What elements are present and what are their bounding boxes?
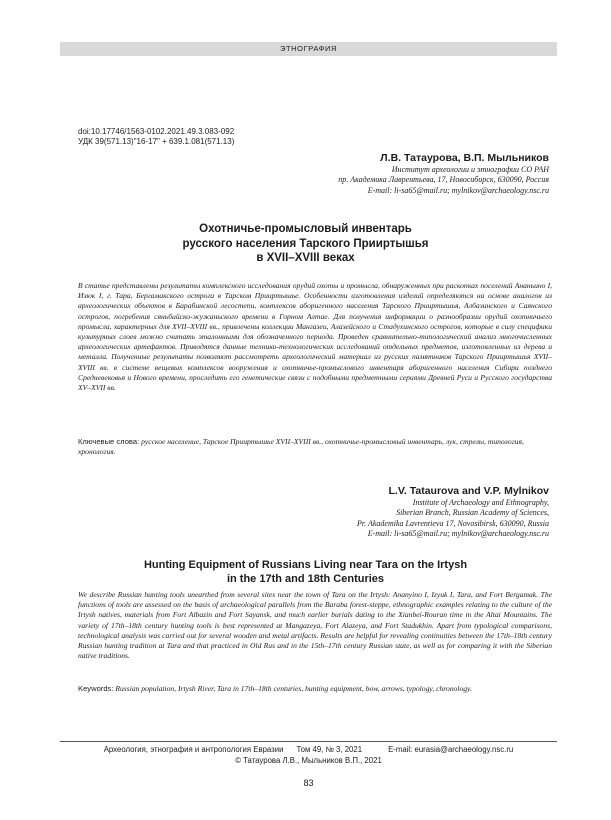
doi[interactable]: doi:10.17746/1563-0102.2021.49.3.083-092 bbox=[78, 127, 235, 136]
title-ru-line: в XVII–XVIII веках bbox=[256, 252, 355, 264]
journal-volume: Том 49, № 3, 2021 bbox=[296, 745, 363, 754]
udk-code: УДК 39(571.13)"16-17" + 639.1.081(571.13) bbox=[78, 137, 235, 146]
journal-footer bbox=[60, 745, 557, 755]
page-number: 83 bbox=[303, 778, 314, 788]
email-en[interactable]: E-mail: li-sa65@mail.ru; mylnikov@archaeology.nsc.ru bbox=[367, 528, 549, 538]
abstract-en: We describe Russian hunting tools unearthed from several sites near the town of Tara on the Irtysh: Ananyino I, Izyuk I, Tara, and Fort Bergamak. The functions of tools are assessed on the basis of archaeological parallels from the Baraba forest-steppe, ethnographic examples relating to the culture of the Irtysh natives, materials from Fort Albazin and Fort Sayansk, and much earlier burials dating to the Xianbei-Rouran time in the Altai Mountains. The variety of 17th–18th century hunting tools is best represented at Mangazeya, Fort Alazeya, and Fort Stadukhin. Apart from typological comparisons, technological analysis was carried out for several wooden and metal artifacts. Results are helpful for revealing continuities between the 17th–18th century Russian hunting tradition at Tara and that practiced in Old Rus and in the 15th–17th century Russian state, as well as for comparing it with the Siberian native traditions. bbox=[78, 590, 552, 661]
keywords-ru bbox=[78, 437, 552, 457]
authors-block-en bbox=[357, 485, 549, 539]
journal-email[interactable]: E-mail: eurasia@archaeology.nsc.ru bbox=[388, 745, 514, 754]
affiliation-ru-line: Институт археологии и этнографии СО РАН bbox=[391, 165, 549, 174]
authors-ru: Л.В. Татаурова, В.П. Мыльников bbox=[380, 152, 549, 164]
keywords-en bbox=[78, 684, 552, 694]
authors-block-ru bbox=[338, 152, 549, 196]
abstract-ru: В статье представлены результаты комплексного исследования орудий охоты и промысла, обнаруженных при раскопках поселений Ананьино I, Изюк I, г. Тара, Бергамакского острога в Тарском Прииртышье. Особенности изготовления изделий определяются на основе аналогов из археологических объектов в Барабинской лесостепи, комплексов аборигенного населения Тарского Прииртышья, Албазинского и Саянского острогов, погребения сяньбийско-жужаньского времени в Горном Алтае. Для получения информации о разнообразии орудий охотничьего промысла, характерных для XVII–XVIII вв., привлечены коллекции Мангазеи, Алазейского и Стадухинского острогов, которые в силу специфики культурных слоев можно считать эталонными для обозначенного периода. Проведен сравнительно-типологический анализ многочисленных археологических артефактов. Приводятся данные технико-технологических исследований отдельных предметов, изготовленных из дерева и металла. Полученные результаты позволяют рассмотреть археологический материал из русских памятников Тарского Прииртышья XVII–XVIII вв. в системе вещевых комплексов вооружения и охотничье-промыслового инвентаря аборигенного населения Сибири позднего Средневековья и Нового времени, проследить его генетические связи с подобными предметными сериями Древней Руси и Русского государства XV–XVII вв. bbox=[78, 281, 552, 393]
article-title-en bbox=[60, 558, 551, 586]
article-title-ru bbox=[60, 222, 551, 266]
keywords-en-text: Russian population, Irtysh River, Tara in 17th–18th centuries, hunting equipment, bow, arrows, typology, chronology. bbox=[115, 684, 472, 693]
keywords-ru-text: русское население, Тарское Прииртышье XVII–XVIII вв., охотничье-промысловый инвентарь, лук, стрелы, типология, хронология. bbox=[78, 437, 524, 457]
copyright: © Татаурова Л.В., Мыльников В.П., 2021 bbox=[235, 756, 382, 765]
affiliation-en-line: Pr. Akademika Lavrentieva 17, Novosibirsk, 630090, Russia bbox=[357, 518, 549, 528]
title-en-line: in the 17th and 18th Centuries bbox=[226, 573, 385, 585]
title-ru-line: русского населения Тарского Прииртышья bbox=[182, 237, 429, 250]
title-ru-line: Охотничье-промысловый инвентарь bbox=[199, 223, 412, 235]
section-header: ЭТНОГРАФИЯ bbox=[60, 42, 557, 56]
title-en-line: Hunting Equipment of Russians Living near Tara on the Irtysh bbox=[143, 559, 468, 571]
article-identifiers bbox=[78, 127, 234, 147]
keywords-en-label: Keywords: bbox=[78, 684, 114, 693]
email-ru[interactable]: E-mail: li-sa65@mail.ru; mylnikov@archaeology.nsc.ru bbox=[367, 185, 549, 195]
affiliation-en-line: Siberian Branch, Russian Academy of Sciences, bbox=[396, 508, 549, 518]
authors-en: L.V. Tataurova and V.P. Mylnikov bbox=[388, 485, 549, 497]
affiliation-en-line: Institute of Archaeology and Ethnography, bbox=[412, 498, 549, 507]
keywords-ru-label: Ключевые слова: bbox=[78, 437, 140, 446]
affiliation-ru-line: пр. Академика Лаврентьева, 17, Новосибирск, 630090, Россия bbox=[338, 175, 549, 185]
footer-divider bbox=[60, 741, 557, 742]
journal-name: Археология, этнография и антропология Евразии bbox=[103, 745, 284, 754]
